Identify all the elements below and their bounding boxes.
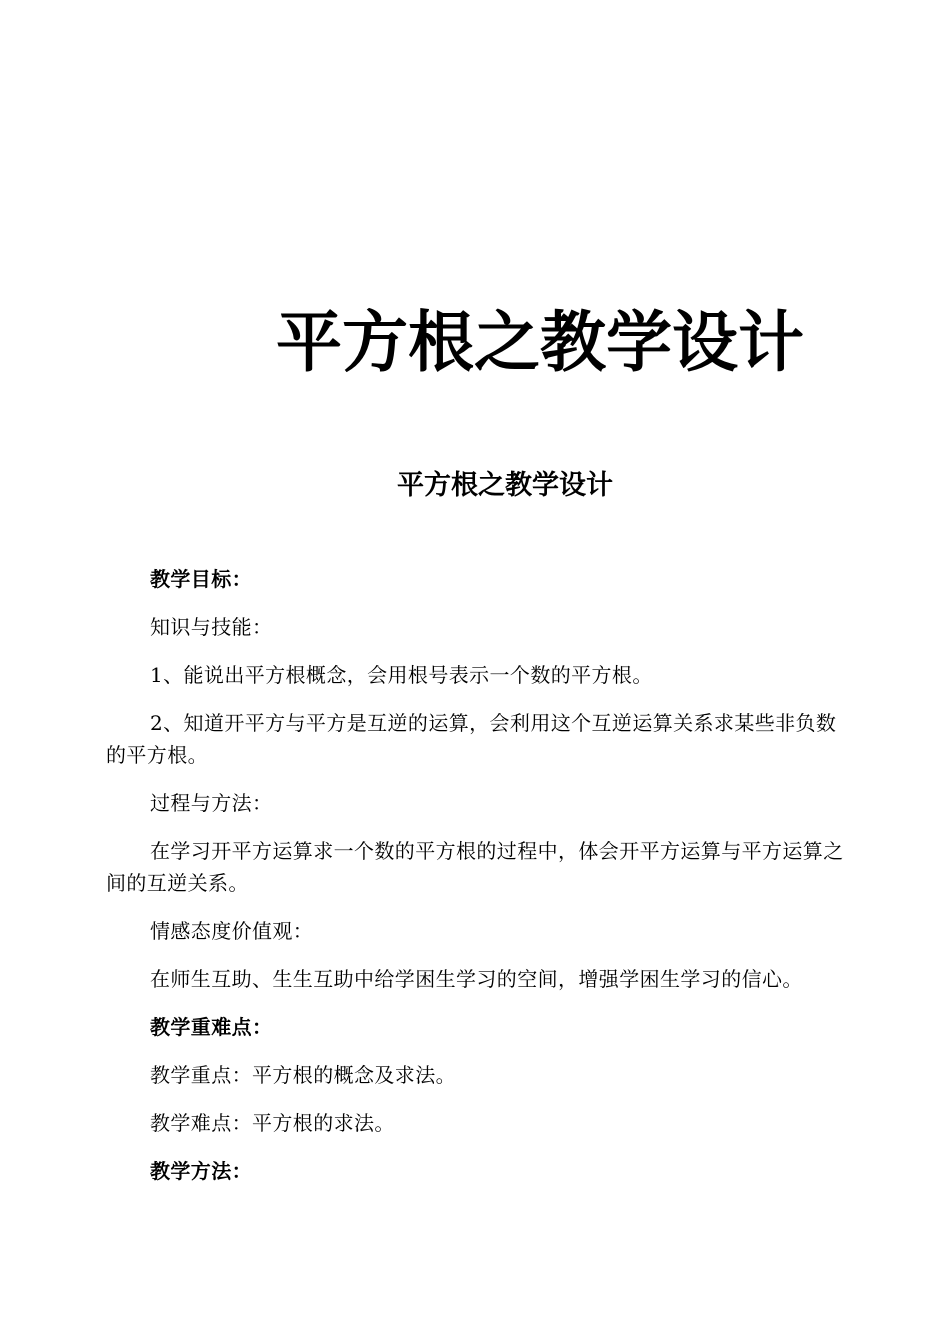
paragraph-objective-2: 2、知道开平方与平方是互逆的运算，会利用这个互逆运算关系求某些非负数的平方根。 — [106, 711, 837, 767]
paragraph-key-point: 教学重点：平方根的概念及求法。 — [150, 1063, 456, 1087]
document-body — [106, 563, 848, 1203]
paragraph-process-method: 在学习开平方运算求一个数的平方根的过程中，体会开平方运算与平方运算之间的互逆关系。 — [106, 839, 844, 895]
subheading-process-method: 过程与方法： — [150, 791, 273, 815]
document-sub-title: 平方根之教学设计 — [397, 470, 613, 501]
paragraph-difficult-point: 教学难点：平方根的求法。 — [150, 1111, 395, 1135]
document-main-title: 平方根之教学设计 — [276, 303, 804, 381]
section-heading-key-points: 教学重难点： — [150, 1015, 273, 1039]
section-heading-objectives: 教学目标： — [150, 567, 252, 591]
subheading-emotion-values: 情感态度价值观： — [150, 919, 314, 943]
paragraph-objective-1: 1、能说出平方根概念，会用根号表示一个数的平方根。 — [150, 663, 653, 687]
paragraph-emotion-values: 在师生互助、生生互助中给学困生学习的空间，增强学困生学习的信心。 — [150, 967, 803, 991]
section-heading-methods: 教学方法： — [150, 1159, 252, 1183]
subheading-knowledge-skills: 知识与技能： — [150, 615, 273, 639]
